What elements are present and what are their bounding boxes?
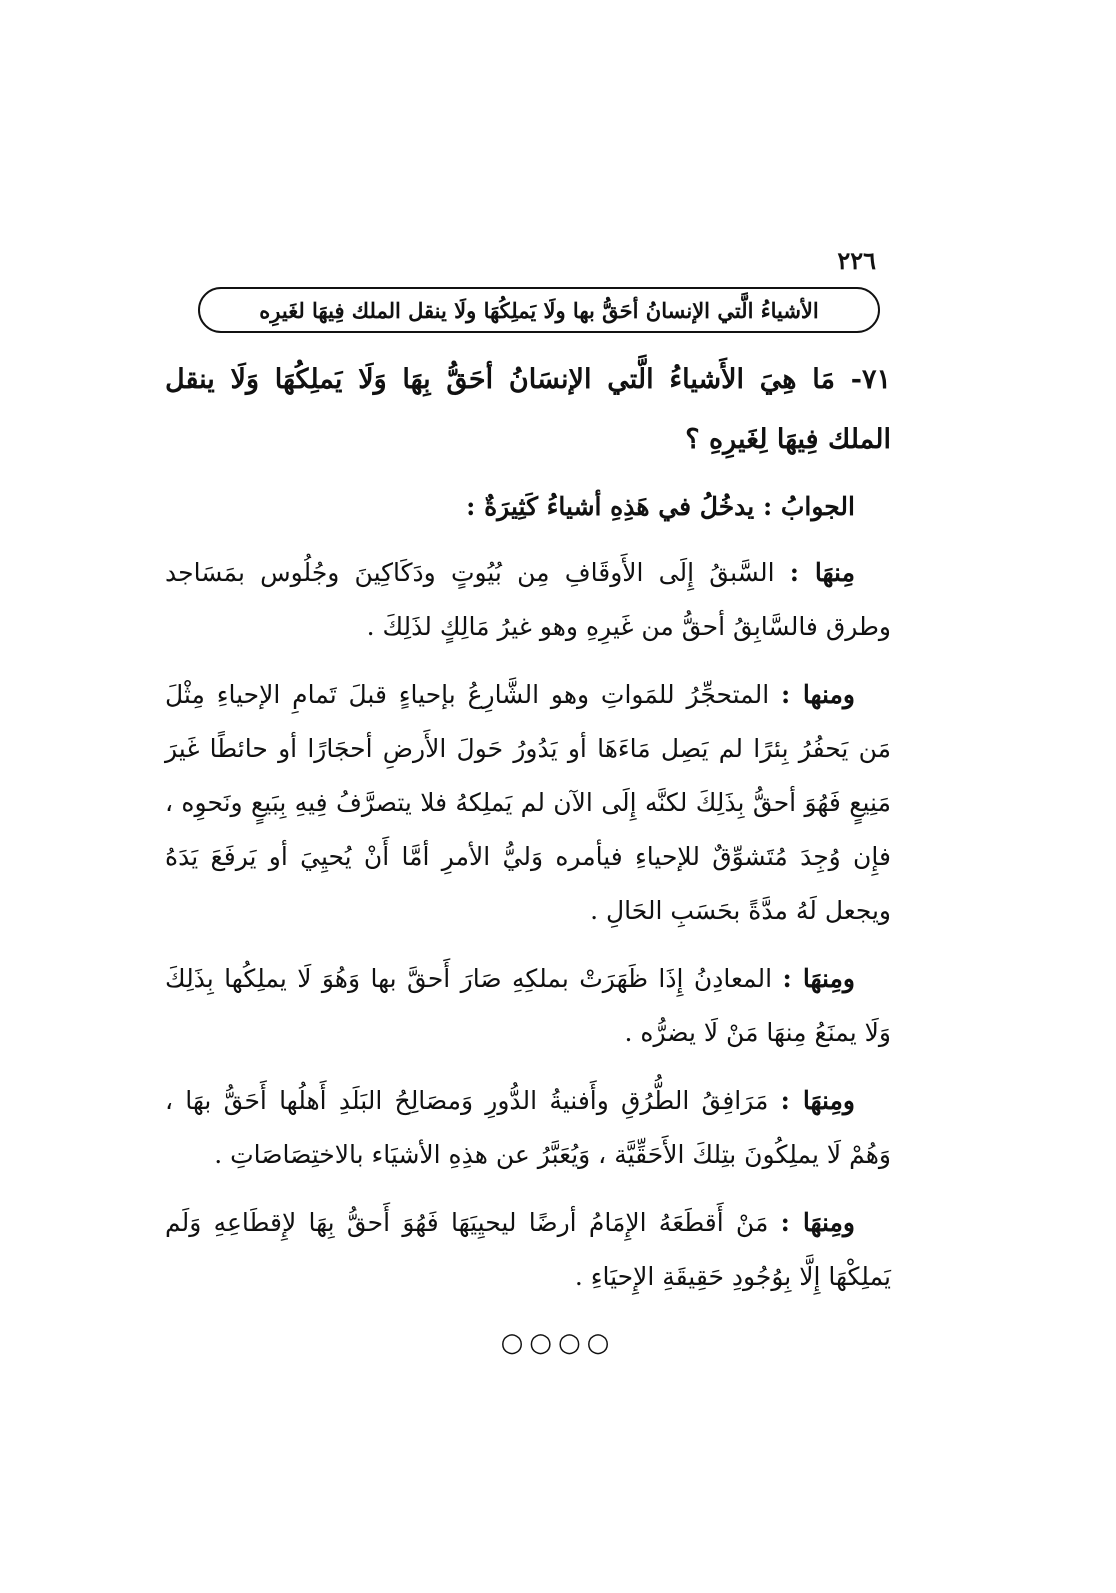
paragraph-lead: ومِنهَا : xyxy=(780,1086,855,1115)
paragraph-lead: ومِنهَا : xyxy=(780,1208,855,1237)
answer-intro: الجوابُ : يدخُلُ في هَذِهِ أشياءُ كَثِيرَةٌ : xyxy=(466,492,855,521)
paragraph-lead: ومِنهَا : xyxy=(782,964,855,993)
paragraph-3 xyxy=(165,952,891,1060)
paragraph-2 xyxy=(165,668,891,938)
paragraph-text: السَّبقُ إِلَى الأَوقَافِ مِن بُيُوتٍ ودَكَاكِينَ وجُلُوس بمَسَاجد وطرق فالسَّابِقُ أحقُّ من غَيرِهِ وهو غيرُ مَالِكٍ لذَلِكَ . xyxy=(165,558,891,641)
paragraph-lead: مِنهَا : xyxy=(789,558,855,587)
paragraph-text: المعادِنُ إِذَا ظَهَرَتْ بملكِهِ صَارَ أَحقَّ بها وَهُوَ لَا يملِكُها بِذَلِكَ وَلَا يمنَعُ مِنهَا مَنْ لَا يضرُّه . xyxy=(165,964,891,1047)
section-title: الأشياءُ الَّتي الإنسانُ أحَقُّ بها ولَا يَملِكُهَا ولَا ينقل الملك فِيهَا لغَيرِه xyxy=(259,297,819,323)
page-body xyxy=(165,350,891,1318)
paragraph-text: مَرَافِقُ الطُّرُقِ وأَفنيةُ الدُّورِ وَمصَالِحُ البَلَدِ أَهلُها أَحَقُّ بهَا ، وَهُمْ لَا يملِكُونَ بتِلكَ الأَحَقِّيَّة ، وَيُعَبَّرُ عن هذِهِ الأشيَاء بالاختِصَاصَاتِ . xyxy=(165,1086,891,1169)
page-number: ٢٢٦ xyxy=(837,246,876,275)
paragraph-lead: ومنها : xyxy=(781,680,856,709)
paragraph-1 xyxy=(165,546,891,654)
end-ornament: ○○○○ xyxy=(500,1328,616,1358)
question-heading: ٧١- مَا هِيَ الأَشياءُ الَّتي الإنسَانُ أحَقُّ بِهَا وَلَا يَملِكُهَا وَلَا ينقل الملك فِيهَا لِغَيرِهِ ؟ xyxy=(165,364,891,455)
paragraph-text: المتحجِّرُ للمَواتِ وهو الشَّارِعُ بإحياءٍ قبلَ تَمامِ الإحياءِ مِثْلَ مَن يَحفُرُ بِئرًا لم يَصِل مَاءَهَا أو يَدُورُ حَولَ الأَرضِ أحجَارًا أو حائطًا غَيرَ مَنِيعٍ فَهُوَ أحقُّ بِذَلِكَ لكنَّه إِلَى الآن لم يَملِكهُ فلا يتصرَّفُ فِيهِ بِبَيعٍ ونَحوِه ، فإِن وُجِدَ مُتَشوِّقٌ للإحياءِ فيأمره وَليُّ الأمرِ أمَّا أَنْ يُحيِيَ أو يَرفَعَ يَدَهُ ويجعل لَهُ مدَّةً بحَسَبِ الحَالِ . xyxy=(165,680,891,925)
paragraph-5 xyxy=(165,1196,891,1304)
paragraph-4 xyxy=(165,1074,891,1182)
section-title-box xyxy=(198,287,880,333)
paragraph-text: مَنْ أَقطَعَهُ الإِمَامُ أرضًا ليحيِيَهَا فَهُوَ أَحقُّ بِهَا لإِقطَاعِهِ وَلَم يَملِكْهَا إِلَّا بِوُجُودِ حَقِيقَةِ الإِحيَاءِ . xyxy=(165,1208,891,1291)
